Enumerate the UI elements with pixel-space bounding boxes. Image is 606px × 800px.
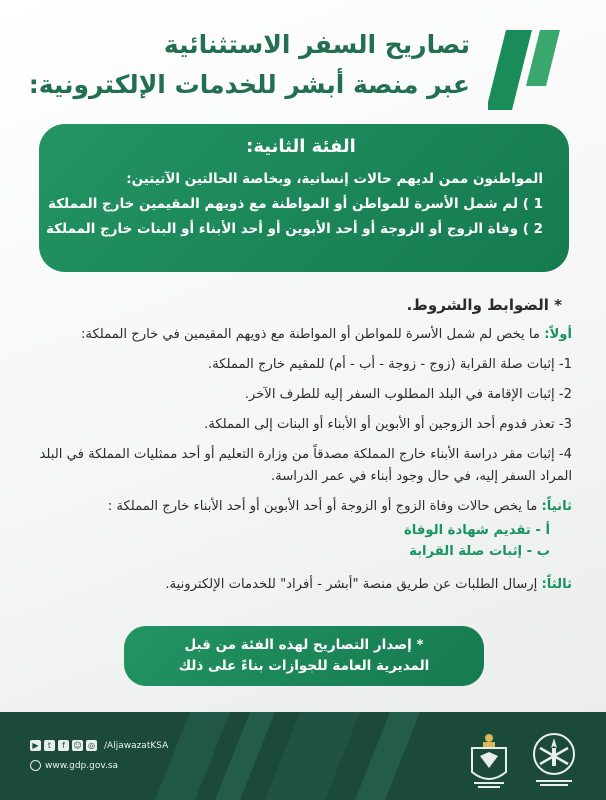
- condition-item-1: 1- إثبات صلة القرابة (زوج - زوجة - أب - أم) للمقيم خارج المملكة.: [207, 357, 572, 372]
- first-text: ما يخص لم شمل الأسرة للمواطن أو المواطنة مع ذويهم المقيمين في خارج المملكة:: [80, 327, 545, 342]
- twitter-icon[interactable]: t: [44, 740, 55, 751]
- condition-item-2: 2- إثبات الإقامة في البلد المطلوب السفر إليه للطرف الآخر.: [244, 387, 572, 402]
- sub-item-a: أ - تقديم شهادة الوفاة: [403, 523, 550, 538]
- third-text: إرسال الطلبات عن طريق منصة "أبشر - أفراد" للخدمات الإلكترونية.: [165, 577, 542, 592]
- ministry-emblem-icon: [526, 730, 582, 790]
- social-handle[interactable]: /AljawazatKSA: [104, 740, 169, 751]
- category-intro: المواطنون ممن لديهم حالات إنسانية، وبخاصة الحالتين الآتيتين:: [126, 171, 543, 187]
- snapchat-icon[interactable]: ☺: [73, 741, 82, 750]
- category-title: الفئة الثانية:: [246, 136, 356, 157]
- category-box: [39, 124, 569, 272]
- condition-item-4: 4- إثبات مقر دراسة الأبناء خارج المملكة مصدقاً من وزارة التعليم أو أحد ممثليات المملكة في البلد المراد السفر إليه، في حال وجود أبناء في عمر الدراسة.: [39, 447, 572, 484]
- first-label: أولاً:: [544, 327, 572, 342]
- youtube-icon[interactable]: ▶: [30, 740, 41, 751]
- notice-line-1: * إصدار التصاريح لهذه الفئة من قبل: [184, 637, 424, 653]
- third-label: ثالثاً:: [541, 577, 572, 592]
- header-stripes-decoration: [488, 30, 578, 110]
- condition-item-3: 3- تعذر قدوم أحد الزوجين أو الأبوين أو الأبناء أو البنات إلى المملكة.: [204, 417, 572, 432]
- conditions-heading: * الضوابط والشروط.: [406, 296, 562, 314]
- page-title-line2: عبر منصة أبشر للخدمات الإلكترونية:: [28, 70, 470, 99]
- social-links: [30, 740, 168, 751]
- third-condition: [32, 574, 572, 596]
- second-label: ثانياً:: [541, 499, 572, 514]
- category-case-2: 2 ) وفاة الزوج أو الزوجة أو أحد الأبوين أو أحد الأبناء أو البنات خارج المملكة: [45, 221, 543, 237]
- page-title-line1: تصاريح السفر الاستثنائية: [163, 30, 470, 59]
- sub-item-b: ب - إثبات صلة القرابة: [409, 544, 550, 559]
- notice-box: [124, 626, 484, 686]
- category-case-1: 1 ) لم شمل الأسرة للمواطن أو المواطنة مع ذويهم المقيمين خارج المملكة: [48, 196, 543, 212]
- conditions-section: [32, 296, 572, 604]
- notice-line-2: المديرية العامة للجوازات بناءً على ذلك: [178, 658, 430, 674]
- instagram-icon[interactable]: ◎: [86, 740, 97, 751]
- facebook-icon[interactable]: f: [58, 740, 69, 751]
- footer-stripes-decoration: [0, 712, 606, 800]
- second-text: ما يخص حالات وفاة الزوج أو الزوجة أو أحد الأبوين أو أحد الأبناء خارج المملكة :: [107, 499, 542, 514]
- second-condition: [32, 496, 572, 518]
- website-text: www.gdp.gov.sa: [45, 760, 119, 771]
- passports-emblem-icon: [466, 732, 512, 790]
- globe-icon: [30, 760, 41, 771]
- website-link[interactable]: [30, 760, 118, 771]
- first-condition: [32, 324, 572, 346]
- footer: [0, 712, 606, 800]
